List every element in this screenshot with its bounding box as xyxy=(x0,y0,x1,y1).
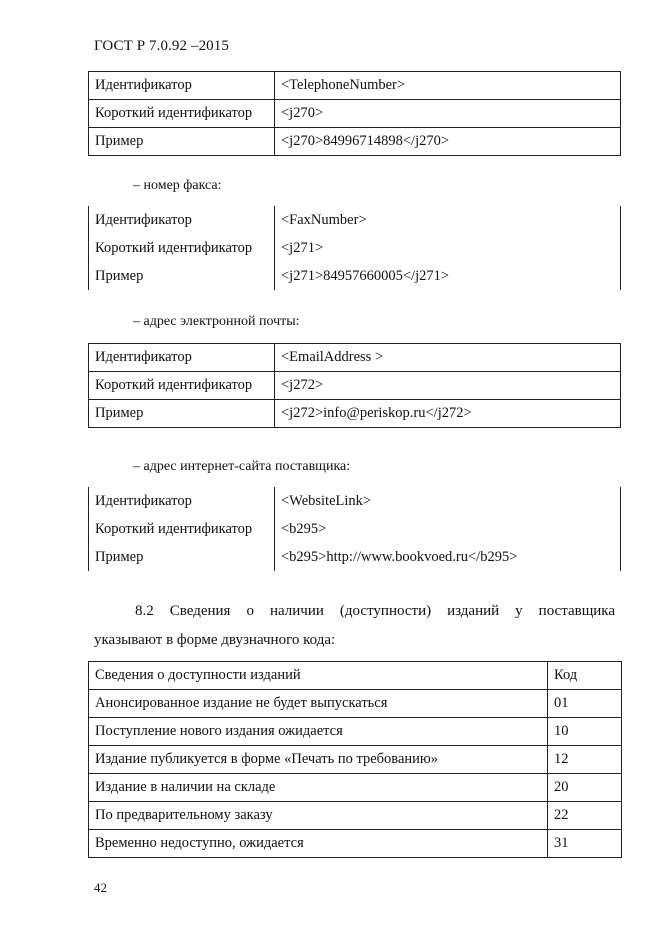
table-cell: 12 xyxy=(548,746,622,774)
table-row xyxy=(89,344,621,372)
bullet-fax: – номер факса: xyxy=(133,178,222,193)
table-header-cell: Сведения о доступности изданий xyxy=(89,662,548,690)
table-cell: Идентификатор xyxy=(89,344,275,372)
table-row xyxy=(89,128,621,156)
table-cell: Короткий идентификатор xyxy=(89,100,275,128)
email-table xyxy=(88,343,621,428)
table-cell: 20 xyxy=(548,774,622,802)
table-cell: 01 xyxy=(548,690,622,718)
table-cell: <j270> xyxy=(275,100,621,128)
bullet-website: – адрес интернет-сайта поставщика: xyxy=(133,459,351,474)
table-cell: Анонсированное издание не будет выпускаться xyxy=(89,690,548,718)
table-cell: <j272> xyxy=(275,372,621,400)
table-cell: <j270>84996714898</j270> xyxy=(275,128,621,156)
website-table xyxy=(88,487,621,571)
table-cell: <TelephoneNumber> xyxy=(275,72,621,100)
table-cell: <j271> xyxy=(275,234,621,262)
table-header-row xyxy=(89,662,622,690)
paragraph-8-2 xyxy=(94,597,615,655)
table-cell: 10 xyxy=(548,718,622,746)
table-row xyxy=(89,802,622,830)
table-cell: 22 xyxy=(548,802,622,830)
table-cell: <b295> xyxy=(275,515,621,543)
table-row xyxy=(89,400,621,428)
table-cell: Короткий идентификатор xyxy=(89,234,275,262)
table-row xyxy=(89,487,621,515)
table-row xyxy=(89,206,621,234)
table-row xyxy=(89,830,622,858)
table-cell: Идентификатор xyxy=(89,487,275,515)
table-row xyxy=(89,690,622,718)
table-cell: <j271>84957660005</j271> xyxy=(275,262,621,290)
table-cell: Пример xyxy=(89,543,275,571)
table-cell: Издание публикуется в форме «Печать по требованию» xyxy=(89,746,548,774)
table-cell: Издание в наличии на складе xyxy=(89,774,548,802)
table-cell: Поступление нового издания ожидается xyxy=(89,718,548,746)
table-cell: Пример xyxy=(89,400,275,428)
table-cell: 31 xyxy=(548,830,622,858)
table-row xyxy=(89,774,622,802)
table-cell: <j272>info@periskop.ru</j272> xyxy=(275,400,621,428)
table-cell: Короткий идентификатор xyxy=(89,515,275,543)
table-row xyxy=(89,100,621,128)
fax-table xyxy=(88,206,621,290)
page-number: 42 xyxy=(94,880,107,895)
table-row xyxy=(89,234,621,262)
table-cell: Идентификатор xyxy=(89,206,275,234)
table-row xyxy=(89,515,621,543)
table-cell: <EmailAddress > xyxy=(275,344,621,372)
paragraph-line: 8.2 Сведения о наличии (доступности) изданий у поставщика xyxy=(135,603,615,619)
bullet-email: – адрес электронной почты: xyxy=(133,314,300,329)
table-row xyxy=(89,262,621,290)
table-cell: Пример xyxy=(89,128,275,156)
table-cell: По предварительному заказу xyxy=(89,802,548,830)
table-row xyxy=(89,543,621,571)
table-row xyxy=(89,718,622,746)
table-header-cell: Код xyxy=(548,662,622,690)
table-cell: Короткий идентификатор xyxy=(89,372,275,400)
table-row xyxy=(89,372,621,400)
table-row xyxy=(89,72,621,100)
table-cell: <FaxNumber> xyxy=(275,206,621,234)
table-cell: Временно недоступно, ожидается xyxy=(89,830,548,858)
table-cell: Идентификатор xyxy=(89,72,275,100)
table-cell: <WebsiteLink> xyxy=(275,487,621,515)
telephone-table xyxy=(88,71,621,156)
paragraph-line: указывают в форме двузначного кода: xyxy=(94,632,336,648)
availability-table xyxy=(88,661,622,858)
table-cell: <b295>http://www.bookvoed.ru</b295> xyxy=(275,543,621,571)
table-row xyxy=(89,746,622,774)
table-cell: Пример xyxy=(89,262,275,290)
document-header: ГОСТ Р 7.0.92 –2015 xyxy=(94,38,229,54)
